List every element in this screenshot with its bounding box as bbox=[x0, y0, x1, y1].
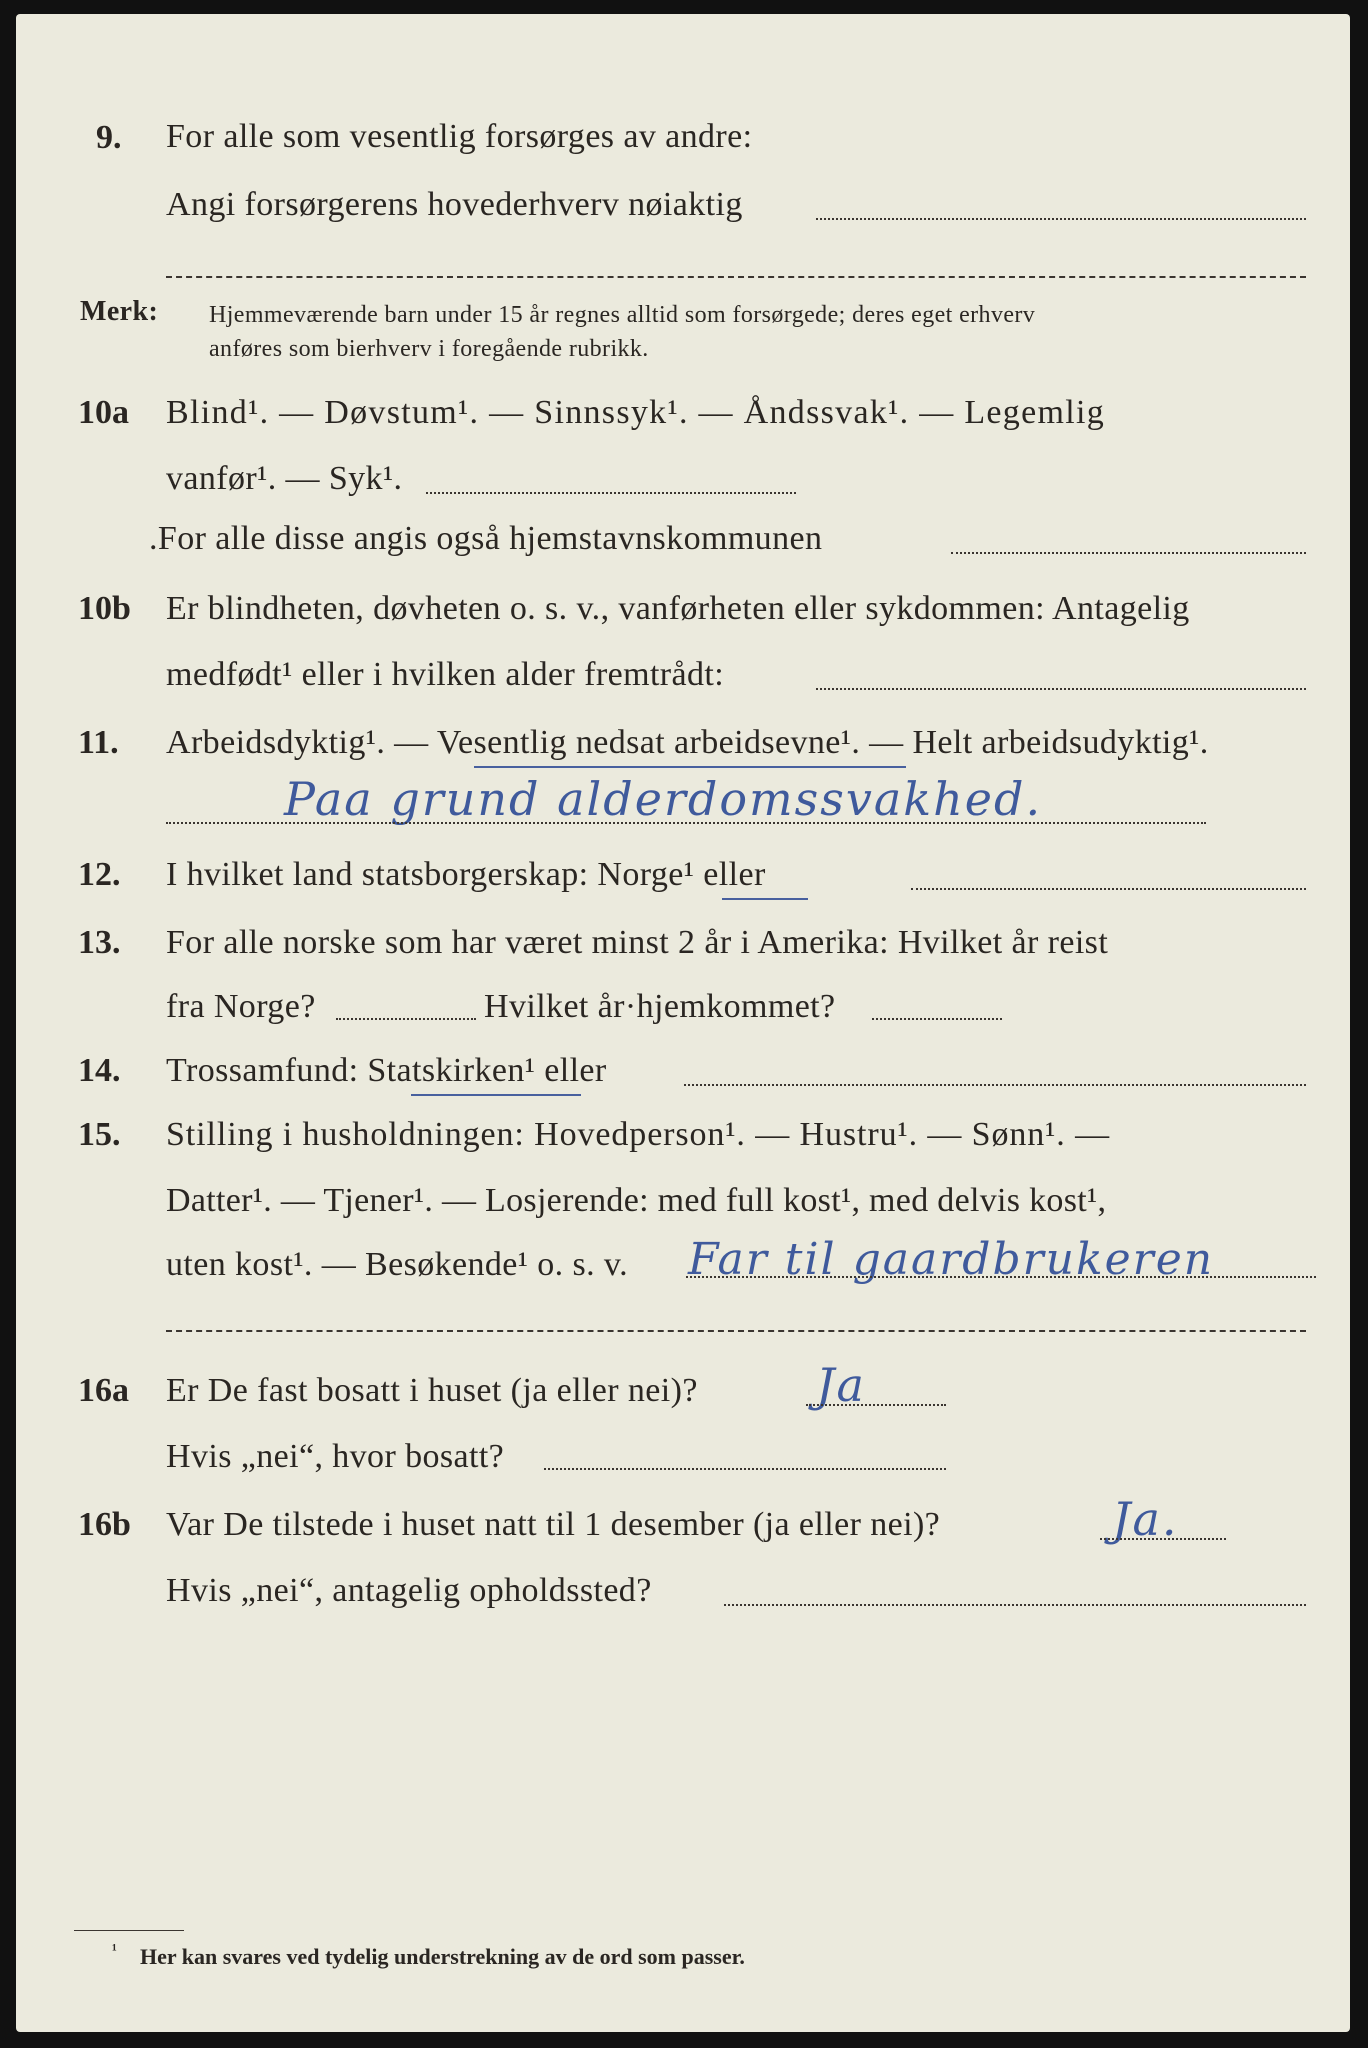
q10a-answer-line bbox=[426, 492, 796, 494]
q11-handwritten-answer: Paa grund alderdomssvakhed. bbox=[284, 772, 1043, 826]
q10a-line1: Blind¹. — Døvstum¹. — Sinnssyk¹. — Åndssvak¹. — Legemlig bbox=[166, 394, 1106, 431]
q16a-residence-line bbox=[544, 1468, 946, 1470]
q9-line1: For alle som vesentlig forsørges av andre: bbox=[166, 118, 753, 155]
q15-second-answer-line bbox=[166, 1330, 1306, 1332]
q12-underline-mark bbox=[722, 898, 808, 900]
q15-number: 15. bbox=[78, 1116, 121, 1153]
q10a-line3: .For alle disse angis også hjemstavnskommunen bbox=[149, 520, 823, 557]
q10b-line2: medfødt¹ eller i hvilken alder fremtrådt: bbox=[166, 656, 725, 693]
q10b-line1: Er blindheten, døvheten o. s. v., vanførheten eller sykdommen: Antagelig bbox=[166, 590, 1190, 627]
q16b-line2: Hvis „nei“, antagelig opholdssted? bbox=[166, 1572, 652, 1609]
q10b-number: 10b bbox=[78, 590, 131, 627]
q10a-number: 10a bbox=[78, 394, 129, 431]
q15-answer-line bbox=[686, 1276, 1316, 1278]
q13-year-returned-line bbox=[872, 1018, 1002, 1020]
q15-handwritten-answer: Far til gaardbrukeren bbox=[688, 1234, 1215, 1285]
q14-underline-mark bbox=[411, 1094, 581, 1096]
q10a-line2: vanfør¹. — Syk¹. bbox=[166, 460, 403, 497]
q16b-number: 16b bbox=[78, 1506, 131, 1543]
q16a-number: 16a bbox=[78, 1372, 129, 1409]
footnote-rule bbox=[74, 1930, 184, 1931]
q15-line1: Stilling i husholdningen: Hovedperson¹. — Hustru¹. — Sønn¹. — bbox=[166, 1116, 1110, 1153]
q11-underline-mark bbox=[474, 766, 906, 768]
q16b-line1: Var De tilstede i huset natt til 1 desember (ja eller nei)? bbox=[166, 1506, 941, 1543]
q9-answer-line bbox=[816, 218, 1306, 220]
q13-number: 13. bbox=[78, 924, 121, 961]
merk-label: Merk: bbox=[80, 296, 159, 327]
q13-line1: For alle norske som har været minst 2 år i Amerika: Hvilket år reist bbox=[166, 924, 1109, 961]
q12-number: 12. bbox=[78, 856, 121, 893]
q9-number: 9. bbox=[96, 119, 122, 156]
q11-line1: Arbeidsdyktig¹. — Vesentlig nedsat arbeidsevne¹. — Helt arbeidsudyktig¹. bbox=[166, 724, 1209, 761]
q16a-handwritten-answer: Ja bbox=[816, 1358, 866, 1412]
q10a-home-municipality-line bbox=[951, 552, 1306, 554]
q13-year-left-line bbox=[336, 1018, 476, 1020]
q11-number: 11. bbox=[78, 724, 119, 761]
footnote-text: Her kan svares ved tydelig understrekning av de ord som passer. bbox=[140, 1944, 745, 1969]
q15-line3: uten kost¹. — Besøkende¹ o. s. v. bbox=[166, 1246, 629, 1283]
q14-answer-line bbox=[684, 1084, 1306, 1086]
q14-number: 14. bbox=[78, 1052, 121, 1089]
merk-line1: Hjemmeværende barn under 15 år regnes alltid som forsørgede; deres eget erhverv bbox=[209, 302, 1036, 328]
q16a-line1: Er De fast bosatt i huset (ja eller nei)? bbox=[166, 1372, 698, 1409]
q16b-whereabouts-line bbox=[724, 1604, 1306, 1606]
q16a-line2: Hvis „nei“, hvor bosatt? bbox=[166, 1438, 505, 1475]
q11-answer-line bbox=[166, 822, 1206, 824]
q16b-handwritten-answer: Ja. bbox=[1112, 1492, 1179, 1546]
merk-line2: anføres som bierhverv i foregående rubrikk. bbox=[209, 336, 649, 362]
q13-line2a: fra Norge? bbox=[166, 988, 316, 1025]
footnote-mark: ¹ bbox=[112, 1942, 117, 1959]
q13-line2b: Hvilket år·hjemkommet? bbox=[484, 988, 836, 1025]
q16a-answer-line bbox=[806, 1404, 946, 1406]
q15-line2: Datter¹. — Tjener¹. — Losjerende: med full kost¹, med delvis kost¹, bbox=[166, 1182, 1107, 1219]
q10b-answer-line bbox=[816, 688, 1306, 690]
q12-answer-line bbox=[911, 888, 1306, 890]
census-form-page bbox=[16, 14, 1350, 2032]
q14-line1: Trossamfund: Statskirken¹ eller bbox=[166, 1052, 607, 1089]
q12-line1: I hvilket land statsborgerskap: Norge¹ eller bbox=[166, 856, 766, 893]
q16b-answer-line bbox=[1100, 1538, 1226, 1540]
q9-second-answer-line bbox=[166, 276, 1306, 278]
q9-line2: Angi forsørgerens hovederhverv nøiaktig bbox=[166, 186, 743, 223]
